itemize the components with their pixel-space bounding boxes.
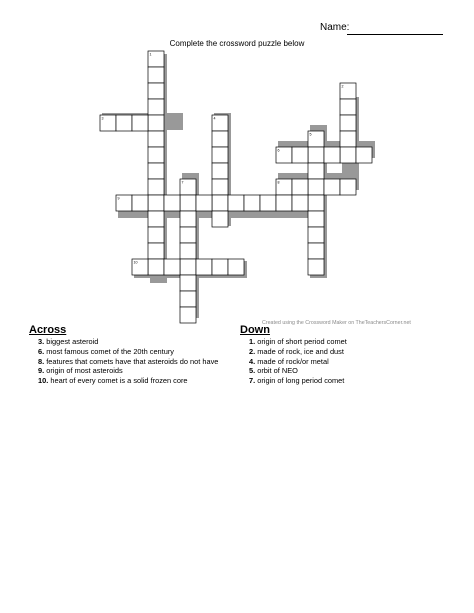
clue-across-10: 10. heart of every comet is a solid frozen core <box>38 376 188 386</box>
clue-down-1: 1. origin of short period comet <box>249 337 347 346</box>
clue-down-5: 5. orbit of NEO <box>249 366 298 376</box>
grid-cell[interactable] <box>180 291 196 307</box>
grid-cell[interactable] <box>164 195 180 211</box>
grid-cell[interactable] <box>180 243 196 259</box>
grid-cell[interactable] <box>212 163 228 179</box>
grid-cell[interactable] <box>292 179 308 195</box>
grid-cell[interactable] <box>308 227 324 243</box>
cell-number: 9 <box>117 196 120 201</box>
grid-cell[interactable] <box>212 211 228 227</box>
cell-number: 4 <box>213 116 216 121</box>
grid-cell[interactable] <box>308 147 324 163</box>
grid-cell[interactable] <box>180 259 196 275</box>
grid-cell[interactable] <box>308 195 324 211</box>
grid-cell[interactable] <box>292 147 308 163</box>
grid-cell[interactable] <box>212 259 228 275</box>
grid-cell[interactable] <box>324 179 340 195</box>
clue-across-3: 3. biggest asteroid <box>38 337 99 346</box>
grid-cell[interactable] <box>164 259 180 275</box>
grid-cell[interactable] <box>180 227 196 243</box>
grid-cell[interactable] <box>116 115 132 131</box>
grid-cell[interactable] <box>148 163 164 179</box>
grid-cell[interactable] <box>212 131 228 147</box>
grid-cell[interactable] <box>180 275 196 291</box>
cell-number: 6 <box>277 148 280 153</box>
cell-number: 7 <box>181 180 184 185</box>
grid-cell[interactable] <box>148 147 164 163</box>
clue-across-8: 8. features that comets have that asteroids do not have <box>38 356 219 366</box>
grid-cell[interactable] <box>308 211 324 227</box>
grid-cell[interactable] <box>180 211 196 227</box>
cell-number: 8 <box>277 180 280 185</box>
name-label: Name: <box>320 22 350 33</box>
cell-number: 2 <box>341 84 344 89</box>
grid-cell[interactable] <box>340 99 356 115</box>
across-heading: Across <box>29 324 67 336</box>
grid-cell[interactable] <box>292 195 308 211</box>
grid-cell[interactable] <box>148 227 164 243</box>
grid-cell[interactable] <box>148 179 164 195</box>
grid-cell[interactable] <box>308 259 324 275</box>
grid-cell[interactable] <box>260 195 276 211</box>
grid-cell[interactable] <box>212 147 228 163</box>
clue-down-7: 7. origin of long period comet <box>249 376 345 386</box>
grid-cell[interactable] <box>180 307 196 323</box>
grid-cell[interactable] <box>340 131 356 147</box>
grid-cell[interactable] <box>340 115 356 131</box>
cell-number: 10 <box>133 260 138 265</box>
grid-cell[interactable] <box>196 195 212 211</box>
cell-number: 5 <box>309 132 312 137</box>
grid-cell[interactable] <box>356 147 372 163</box>
cell-number: 1 <box>149 52 152 57</box>
grid-cell[interactable] <box>148 131 164 147</box>
grid-cell[interactable] <box>132 115 148 131</box>
grid-cell[interactable] <box>324 147 340 163</box>
grid-cell[interactable] <box>180 195 196 211</box>
down-heading: Down <box>240 324 270 336</box>
credit-line: Created using the Crossword Maker on TheTeachersCorner.net <box>262 320 411 326</box>
grid-cell[interactable] <box>132 195 148 211</box>
grid-cell[interactable] <box>276 195 292 211</box>
down-clues <box>240 324 440 386</box>
cell-number: 3 <box>101 116 104 121</box>
grid-cell[interactable] <box>196 259 212 275</box>
grid-cell[interactable] <box>212 179 228 195</box>
grid-cell[interactable] <box>228 195 244 211</box>
grid-cell[interactable] <box>148 83 164 99</box>
grid-cell[interactable] <box>148 259 164 275</box>
clue-across-6: 6. most famous comet of the 20th century <box>38 346 174 356</box>
grid-cell[interactable] <box>340 179 356 195</box>
grid-cell[interactable] <box>228 259 244 275</box>
grid-cell[interactable] <box>308 243 324 259</box>
clue-down-4: 4. made of rock/or metal <box>249 356 329 366</box>
grid-cell[interactable] <box>148 67 164 83</box>
grid-cell[interactable] <box>212 195 228 211</box>
grid-cell[interactable] <box>148 211 164 227</box>
across-clues <box>29 324 224 386</box>
grid-cell[interactable] <box>148 99 164 115</box>
grid-cell[interactable] <box>308 179 324 195</box>
grid-cell[interactable] <box>148 195 164 211</box>
grid-cell[interactable] <box>340 147 356 163</box>
clue-across-9: 9. origin of most asteroids <box>38 366 123 376</box>
grid-cell[interactable] <box>148 115 164 131</box>
page-title: Complete the crossword puzzle below <box>169 39 305 48</box>
grid-cell[interactable] <box>148 243 164 259</box>
grid-cell[interactable] <box>244 195 260 211</box>
clue-down-2: 2. made of rock, ice and dust <box>249 346 344 356</box>
grid-cell[interactable] <box>308 163 324 179</box>
